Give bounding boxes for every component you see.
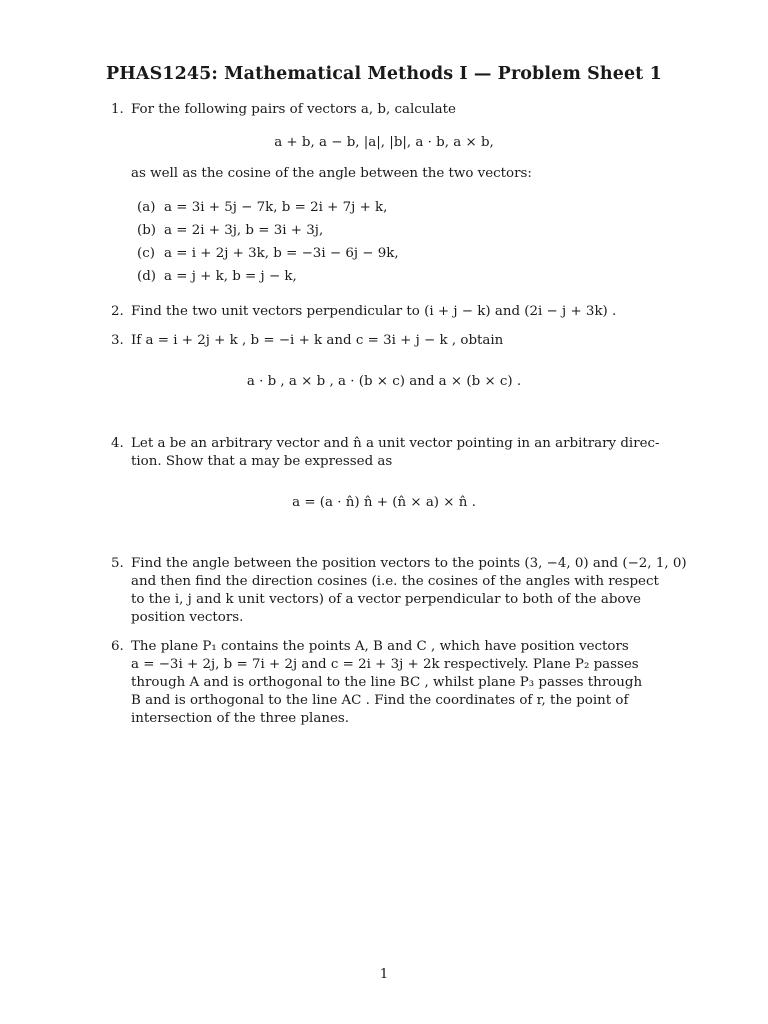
- page-title: PHAS1245: Mathematical Methods I — Problem Sheet 1: [106, 64, 662, 84]
- problem-6-line: intersection of the three planes.: [131, 711, 350, 726]
- problem-4-display-equation: a = (a · n̂) n̂ + (n̂ × a) × n̂ .: [292, 495, 476, 510]
- problem-5-line: and then find the direction cosines (i.e. the cosines of the angles with respect: [131, 574, 659, 589]
- problem-number: 3.: [111, 333, 124, 348]
- problem-1-intro: For the following pairs of vectors a, b, calculate: [131, 102, 456, 117]
- part-label: (c): [137, 246, 155, 261]
- problem-3-display-equation: a · b , a × b , a · (b × c) and a × (b × c) .: [246, 374, 522, 389]
- problem-number: 6.: [111, 639, 124, 654]
- part-label: (b): [137, 223, 157, 238]
- part-label: (a): [137, 200, 156, 215]
- problem-5-line: Find the angle between the position vectors to the points (3, −4, 0) and (−2, 1, 0): [131, 556, 687, 571]
- problem-2-text: Find the two unit vectors perpendicular to (i + j − k) and (2i − j + 3k) .: [131, 304, 617, 319]
- part-text: a = 2i + 3j, b = 3i + 3j,: [164, 223, 324, 238]
- part-text: a = j + k, b = j − k,: [164, 269, 297, 284]
- problem-6-line: a = −3i + 2j, b = 7i + 2j and c = 2i + 3j + 2k respectively. Plane P₂ passes: [131, 657, 639, 672]
- problem-number: 5.: [111, 556, 124, 571]
- problem-number: 1.: [111, 102, 124, 117]
- problem-number: 4.: [111, 436, 124, 451]
- problem-1-display-equation: a + b, a − b, |a|, |b|, a · b, a × b,: [274, 135, 494, 150]
- problem-4-line: tion. Show that a may be expressed as: [131, 454, 393, 469]
- problem-5-line: position vectors.: [131, 610, 244, 625]
- problem-3-text: If a = i + 2j + k , b = −i + k and c = 3i + j − k , obtain: [131, 333, 504, 348]
- problem-4-line: Let a be an arbitrary vector and n̂ a unit vector pointing in an arbitrary direc-: [131, 436, 660, 451]
- problem-6-line: B and is orthogonal to the line AC . Find the coordinates of r, the point of: [131, 693, 629, 708]
- part-label: (d): [137, 269, 157, 284]
- problem-6-line: The plane P₁ contains the points A, B and C , which have position vectors: [131, 639, 629, 654]
- problem-1-followup: as well as the cosine of the angle between the two vectors:: [131, 166, 532, 181]
- problem-number: 2.: [111, 304, 124, 319]
- page-number: 1: [379, 967, 389, 982]
- problem-6-line: through A and is orthogonal to the line BC , whilst plane P₃ passes through: [131, 675, 643, 690]
- part-text: a = i + 2j + 3k, b = −3i − 6j − 9k,: [164, 246, 399, 261]
- problem-5-line: to the i, j and k unit vectors) of a vector perpendicular to both of the above: [131, 592, 641, 607]
- part-text: a = 3i + 5j − 7k, b = 2i + 7j + k,: [164, 200, 388, 215]
